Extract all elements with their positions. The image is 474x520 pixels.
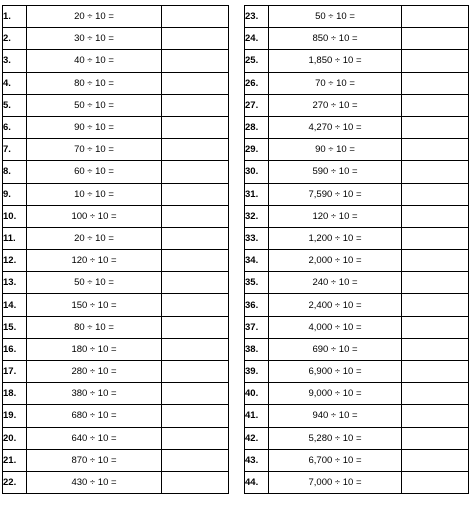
- problem-expression: 590 ÷ 10 =: [269, 161, 402, 183]
- problem-expression: 430 ÷ 10 =: [27, 471, 162, 493]
- worksheet-table-left: [2, 5, 229, 494]
- problem-expression: 90 ÷ 10 =: [27, 116, 162, 138]
- problem-number: 44.: [245, 471, 269, 493]
- problem-expression: 4,270 ÷ 10 =: [269, 116, 402, 138]
- problem-row: [3, 272, 229, 294]
- answer-cell[interactable]: [402, 250, 469, 272]
- problem-number: 25.: [245, 50, 269, 72]
- answer-cell[interactable]: [162, 161, 229, 183]
- problem-row: [3, 139, 229, 161]
- problem-expression: 70 ÷ 10 =: [27, 139, 162, 161]
- answer-cell[interactable]: [402, 183, 469, 205]
- problem-row: [3, 383, 229, 405]
- problem-expression: 690 ÷ 10 =: [269, 338, 402, 360]
- answer-cell[interactable]: [402, 161, 469, 183]
- problem-expression: 280 ÷ 10 =: [27, 361, 162, 383]
- problem-row: [245, 316, 469, 338]
- problem-expression: 2,400 ÷ 10 =: [269, 294, 402, 316]
- problem-row: [245, 361, 469, 383]
- problem-expression: 7,000 ÷ 10 =: [269, 471, 402, 493]
- answer-cell[interactable]: [402, 28, 469, 50]
- answer-cell[interactable]: [162, 272, 229, 294]
- answer-cell[interactable]: [162, 50, 229, 72]
- problem-number: 8.: [3, 161, 27, 183]
- problem-expression: 60 ÷ 10 =: [27, 161, 162, 183]
- problem-row: [3, 250, 229, 272]
- problem-expression: 80 ÷ 10 =: [27, 72, 162, 94]
- problem-row: [3, 227, 229, 249]
- problem-row: [3, 338, 229, 360]
- problem-row: [245, 272, 469, 294]
- problem-row: [245, 116, 469, 138]
- problem-row: [245, 183, 469, 205]
- problem-expression: 270 ÷ 10 =: [269, 94, 402, 116]
- problem-number: 17.: [3, 361, 27, 383]
- problem-row: [3, 94, 229, 116]
- problem-number: 22.: [3, 471, 27, 493]
- answer-cell[interactable]: [402, 116, 469, 138]
- problem-number: 34.: [245, 250, 269, 272]
- problem-row: [245, 338, 469, 360]
- problem-row: [3, 471, 229, 493]
- answer-cell[interactable]: [162, 28, 229, 50]
- problem-row: [245, 94, 469, 116]
- problem-row: [3, 116, 229, 138]
- problem-expression: 50 ÷ 10 =: [269, 6, 402, 28]
- problem-row: [3, 205, 229, 227]
- problem-number: 43.: [245, 449, 269, 471]
- answer-cell[interactable]: [402, 227, 469, 249]
- problem-expression: 7,590 ÷ 10 =: [269, 183, 402, 205]
- problem-row: [245, 427, 469, 449]
- problem-row: [3, 427, 229, 449]
- answer-cell[interactable]: [162, 294, 229, 316]
- problem-number: 14.: [3, 294, 27, 316]
- problem-row: [245, 383, 469, 405]
- problem-row: [245, 227, 469, 249]
- problem-number: 10.: [3, 205, 27, 227]
- problem-number: 6.: [3, 116, 27, 138]
- problem-row: [245, 449, 469, 471]
- problem-number: 26.: [245, 72, 269, 94]
- problem-expression: 100 ÷ 10 =: [27, 205, 162, 227]
- problem-expression: 4,000 ÷ 10 =: [269, 316, 402, 338]
- problem-number: 13.: [3, 272, 27, 294]
- problem-number: 27.: [245, 94, 269, 116]
- problem-expression: 180 ÷ 10 =: [27, 338, 162, 360]
- problem-expression: 10 ÷ 10 =: [27, 183, 162, 205]
- answer-cell[interactable]: [402, 205, 469, 227]
- problem-expression: 680 ÷ 10 =: [27, 405, 162, 427]
- problem-expression: 120 ÷ 10 =: [269, 205, 402, 227]
- problem-number: 31.: [245, 183, 269, 205]
- problem-row: [3, 72, 229, 94]
- problem-number: 7.: [3, 139, 27, 161]
- answer-cell[interactable]: [402, 6, 469, 28]
- problem-number: 23.: [245, 6, 269, 28]
- problem-expression: 640 ÷ 10 =: [27, 427, 162, 449]
- answer-cell[interactable]: [402, 294, 469, 316]
- problem-number: 1.: [3, 6, 27, 28]
- problem-row: [245, 294, 469, 316]
- problem-expression: 870 ÷ 10 =: [27, 449, 162, 471]
- problem-expression: 240 ÷ 10 =: [269, 272, 402, 294]
- problem-row: [3, 50, 229, 72]
- problem-number: 36.: [245, 294, 269, 316]
- problem-number: 11.: [3, 227, 27, 249]
- problem-number: 40.: [245, 383, 269, 405]
- problem-row: [245, 139, 469, 161]
- answer-cell[interactable]: [162, 316, 229, 338]
- answer-cell[interactable]: [162, 427, 229, 449]
- problem-expression: 20 ÷ 10 =: [27, 6, 162, 28]
- problem-number: 38.: [245, 338, 269, 360]
- problem-row: [3, 6, 229, 28]
- problem-expression: 30 ÷ 10 =: [27, 28, 162, 50]
- answer-cell[interactable]: [402, 383, 469, 405]
- worksheet-table-right: [244, 5, 469, 494]
- answer-cell[interactable]: [402, 72, 469, 94]
- problem-number: 29.: [245, 139, 269, 161]
- answer-cell[interactable]: [162, 205, 229, 227]
- problem-number: 2.: [3, 28, 27, 50]
- answer-cell[interactable]: [402, 338, 469, 360]
- problem-row: [3, 294, 229, 316]
- problem-row: [3, 361, 229, 383]
- problem-expression: 90 ÷ 10 =: [269, 139, 402, 161]
- problem-number: 21.: [3, 449, 27, 471]
- problem-expression: 40 ÷ 10 =: [27, 50, 162, 72]
- problem-row: [245, 250, 469, 272]
- answer-cell[interactable]: [402, 272, 469, 294]
- answer-cell[interactable]: [162, 449, 229, 471]
- answer-cell[interactable]: [402, 316, 469, 338]
- problem-number: 24.: [245, 28, 269, 50]
- problem-expression: 50 ÷ 10 =: [27, 272, 162, 294]
- problem-expression: 6,700 ÷ 10 =: [269, 449, 402, 471]
- answer-cell[interactable]: [162, 139, 229, 161]
- problem-number: 5.: [3, 94, 27, 116]
- answer-cell[interactable]: [162, 116, 229, 138]
- problem-number: 33.: [245, 227, 269, 249]
- problem-number: 37.: [245, 316, 269, 338]
- answer-cell[interactable]: [162, 227, 229, 249]
- problem-expression: 940 ÷ 10 =: [269, 405, 402, 427]
- problem-number: 12.: [3, 250, 27, 272]
- problem-number: 30.: [245, 161, 269, 183]
- problem-row: [3, 161, 229, 183]
- problem-number: 20.: [3, 427, 27, 449]
- problem-number: 3.: [3, 50, 27, 72]
- answer-cell[interactable]: [402, 94, 469, 116]
- problem-number: 39.: [245, 361, 269, 383]
- problem-row: [3, 405, 229, 427]
- problem-number: 16.: [3, 338, 27, 360]
- answer-cell[interactable]: [402, 361, 469, 383]
- answer-cell[interactable]: [162, 383, 229, 405]
- answer-cell[interactable]: [162, 6, 229, 28]
- problem-row: [245, 50, 469, 72]
- problem-expression: 1,200 ÷ 10 =: [269, 227, 402, 249]
- problem-row: [3, 183, 229, 205]
- problem-number: 9.: [3, 183, 27, 205]
- problem-row: [245, 405, 469, 427]
- problem-number: 18.: [3, 383, 27, 405]
- problem-expression: 5,280 ÷ 10 =: [269, 427, 402, 449]
- answer-cell[interactable]: [162, 471, 229, 493]
- problem-number: 41.: [245, 405, 269, 427]
- answer-cell[interactable]: [402, 471, 469, 493]
- problem-number: 42.: [245, 427, 269, 449]
- problem-number: 15.: [3, 316, 27, 338]
- answer-cell[interactable]: [402, 139, 469, 161]
- problem-row: [245, 28, 469, 50]
- problem-row: [245, 205, 469, 227]
- problem-expression: 9,000 ÷ 10 =: [269, 383, 402, 405]
- problem-row: [245, 471, 469, 493]
- answer-cell[interactable]: [402, 405, 469, 427]
- problem-row: [245, 6, 469, 28]
- problem-number: 35.: [245, 272, 269, 294]
- answer-cell[interactable]: [162, 405, 229, 427]
- problem-expression: 120 ÷ 10 =: [27, 250, 162, 272]
- answer-cell[interactable]: [402, 449, 469, 471]
- problem-row: [3, 28, 229, 50]
- problem-row: [3, 449, 229, 471]
- problem-row: [245, 161, 469, 183]
- problem-expression: 70 ÷ 10 =: [269, 72, 402, 94]
- answer-cell[interactable]: [402, 427, 469, 449]
- problem-number: 32.: [245, 205, 269, 227]
- problem-expression: 2,000 ÷ 10 =: [269, 250, 402, 272]
- problem-expression: 1,850 ÷ 10 =: [269, 50, 402, 72]
- answer-cell[interactable]: [162, 94, 229, 116]
- answer-cell[interactable]: [402, 50, 469, 72]
- problem-expression: 80 ÷ 10 =: [27, 316, 162, 338]
- problem-row: [3, 316, 229, 338]
- problem-expression: 380 ÷ 10 =: [27, 383, 162, 405]
- answer-cell[interactable]: [162, 250, 229, 272]
- problem-expression: 150 ÷ 10 =: [27, 294, 162, 316]
- answer-cell[interactable]: [162, 183, 229, 205]
- problem-expression: 6,900 ÷ 10 =: [269, 361, 402, 383]
- problem-number: 28.: [245, 116, 269, 138]
- problem-expression: 20 ÷ 10 =: [27, 227, 162, 249]
- problem-expression: 50 ÷ 10 =: [27, 94, 162, 116]
- answer-cell[interactable]: [162, 72, 229, 94]
- problem-number: 19.: [3, 405, 27, 427]
- answer-cell[interactable]: [162, 338, 229, 360]
- problem-row: [245, 72, 469, 94]
- problem-expression: 850 ÷ 10 =: [269, 28, 402, 50]
- answer-cell[interactable]: [162, 361, 229, 383]
- problem-number: 4.: [3, 72, 27, 94]
